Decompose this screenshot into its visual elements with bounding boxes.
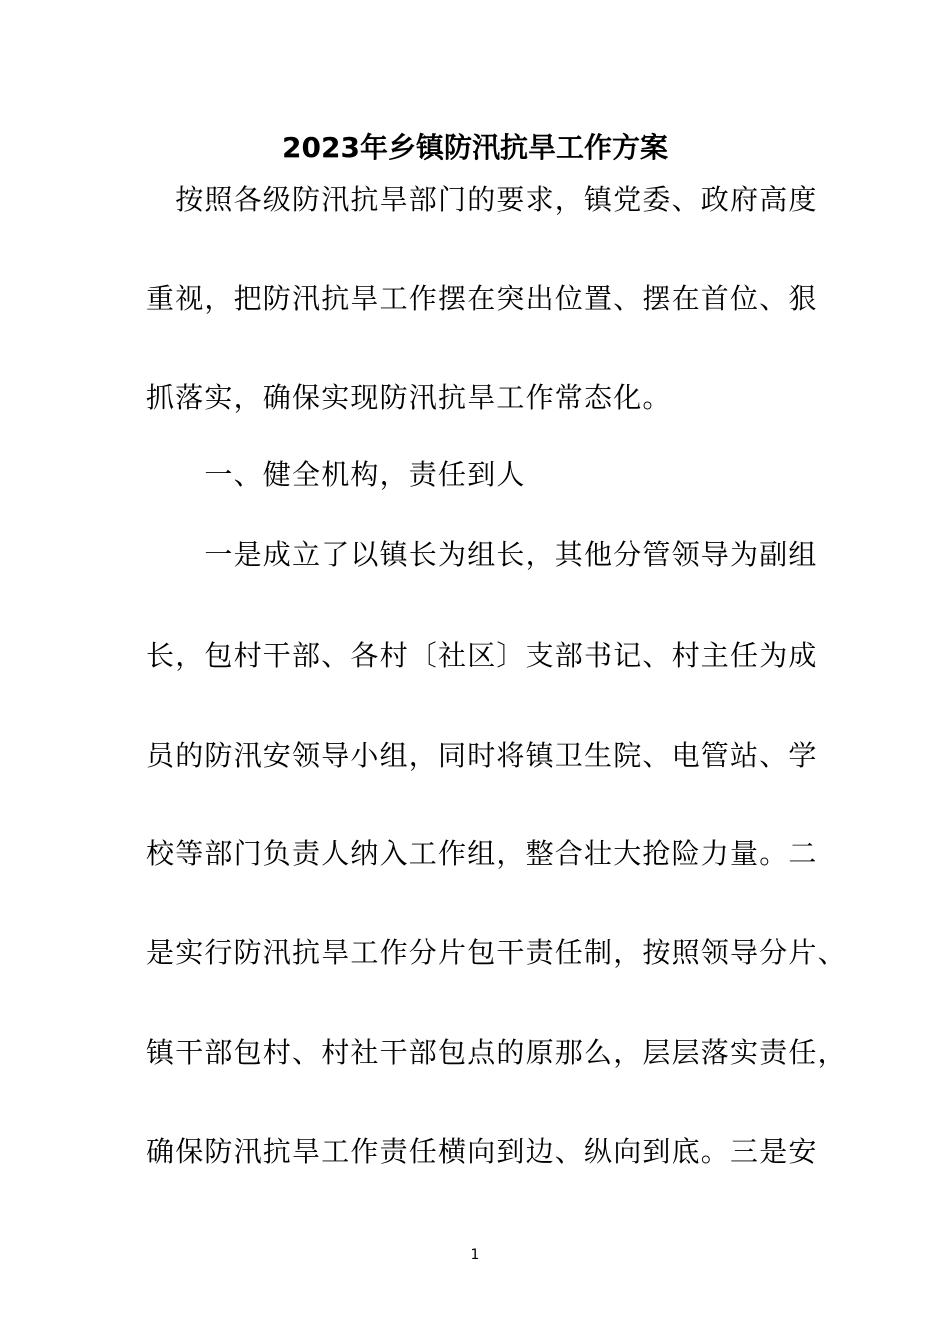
body-line-11: 确保防汛抗旱工作责任横向到边、纵向到底。三是安	[146, 1135, 818, 1168]
body-line-9: 是实行防汛抗旱工作分片包干责任制，按照领导分片、	[146, 936, 847, 969]
body-line-10: 镇干部包村、村社干部包点的原那么，层层落实责任，	[146, 1036, 847, 1069]
page-number: 1	[470, 1247, 480, 1263]
section-heading: 一、健全机构，责任到人	[146, 458, 526, 491]
body-line-2: 重视，把防汛抗旱工作摆在突出位置、摆在首位、狠	[146, 282, 818, 315]
document-title: 2023年乡镇防汛抗旱工作方案	[282, 131, 668, 164]
body-line-5: 一是成立了以镇长为组长，其他分管领导为副组	[146, 538, 818, 571]
body-line-6: 长，包村干部、各村〔社区〕支部书记、村主任为成	[146, 639, 818, 672]
body-line-3: 抓落实，确保实现防汛抗旱工作常态化。	[146, 381, 672, 414]
body-line-8: 校等部门负责人纳入工作组，整合壮大抢险力量。二	[146, 837, 818, 870]
body-line-1: 按照各级防汛抗旱部门的要求，镇党委、政府高度	[146, 183, 818, 216]
body-line-7: 员的防汛安领导小组，同时将镇卫生院、电管站、学	[146, 739, 818, 772]
